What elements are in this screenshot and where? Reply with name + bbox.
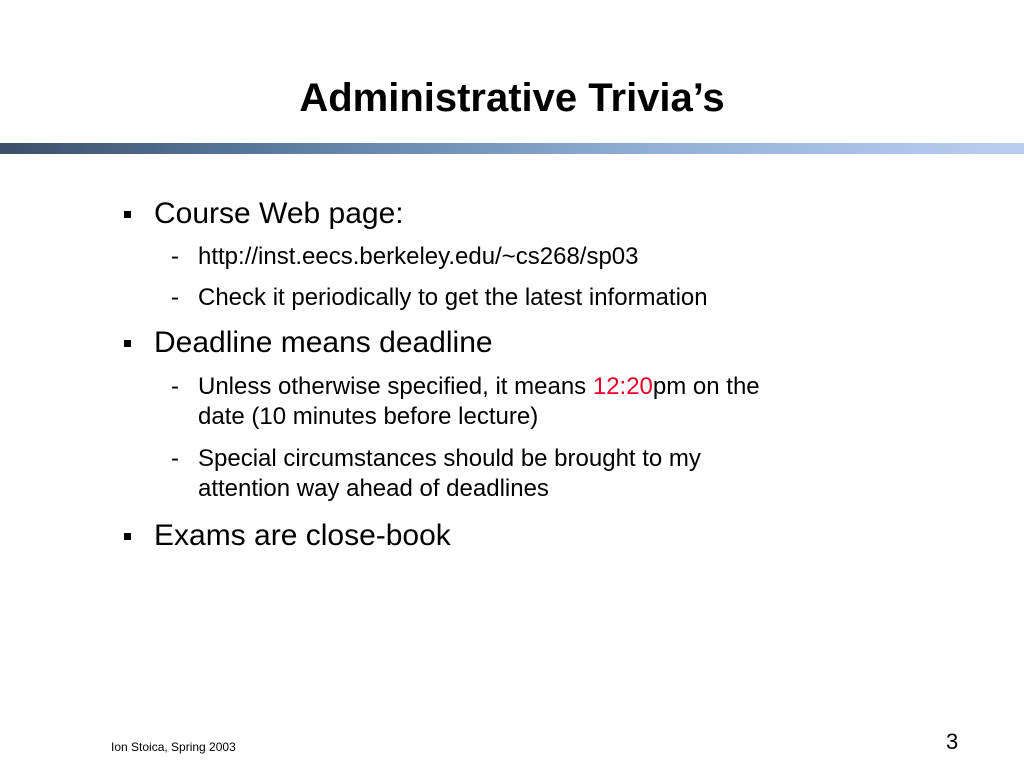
dash-bullet: - <box>171 373 179 400</box>
dash-bullet: - <box>171 284 179 311</box>
square-bullet-icon <box>124 533 131 540</box>
bullet-deadline: Deadline means deadline <box>154 326 493 359</box>
page-number: 3 <box>946 729 959 754</box>
subitem-text-after: pm on the <box>652 373 760 400</box>
square-bullet-icon <box>124 211 131 218</box>
subitem-text-before: Unless otherwise specified, it means <box>198 373 593 400</box>
dash-bullet: - <box>171 243 179 270</box>
square-bullet-icon <box>124 340 131 347</box>
deadline-time-highlight: 12:20 <box>592 373 653 400</box>
dash-bullet: - <box>171 445 179 472</box>
slide-title: Administrative Trivia’s <box>299 76 725 120</box>
subitem-special-circumstances-line2: attention way ahead of deadlines <box>198 475 549 502</box>
subitem-unless-specified-line2: date (10 minutes before lecture) <box>198 403 539 430</box>
subitem-unless-specified <box>198 371 760 402</box>
bullet-exams: Exams are close-book <box>154 519 451 552</box>
subitem-special-circumstances: Special circumstances should be brought to my <box>198 445 701 472</box>
subitem-check-periodically: Check it periodically to get the latest information <box>198 284 708 311</box>
subitem-course-url: http://inst.eecs.berkeley.edu/~cs268/sp03 <box>198 243 639 270</box>
bullet-course-web-page: Course Web page: <box>154 197 404 230</box>
footer-author: Ion Stoica, Spring 2003 <box>111 740 236 754</box>
